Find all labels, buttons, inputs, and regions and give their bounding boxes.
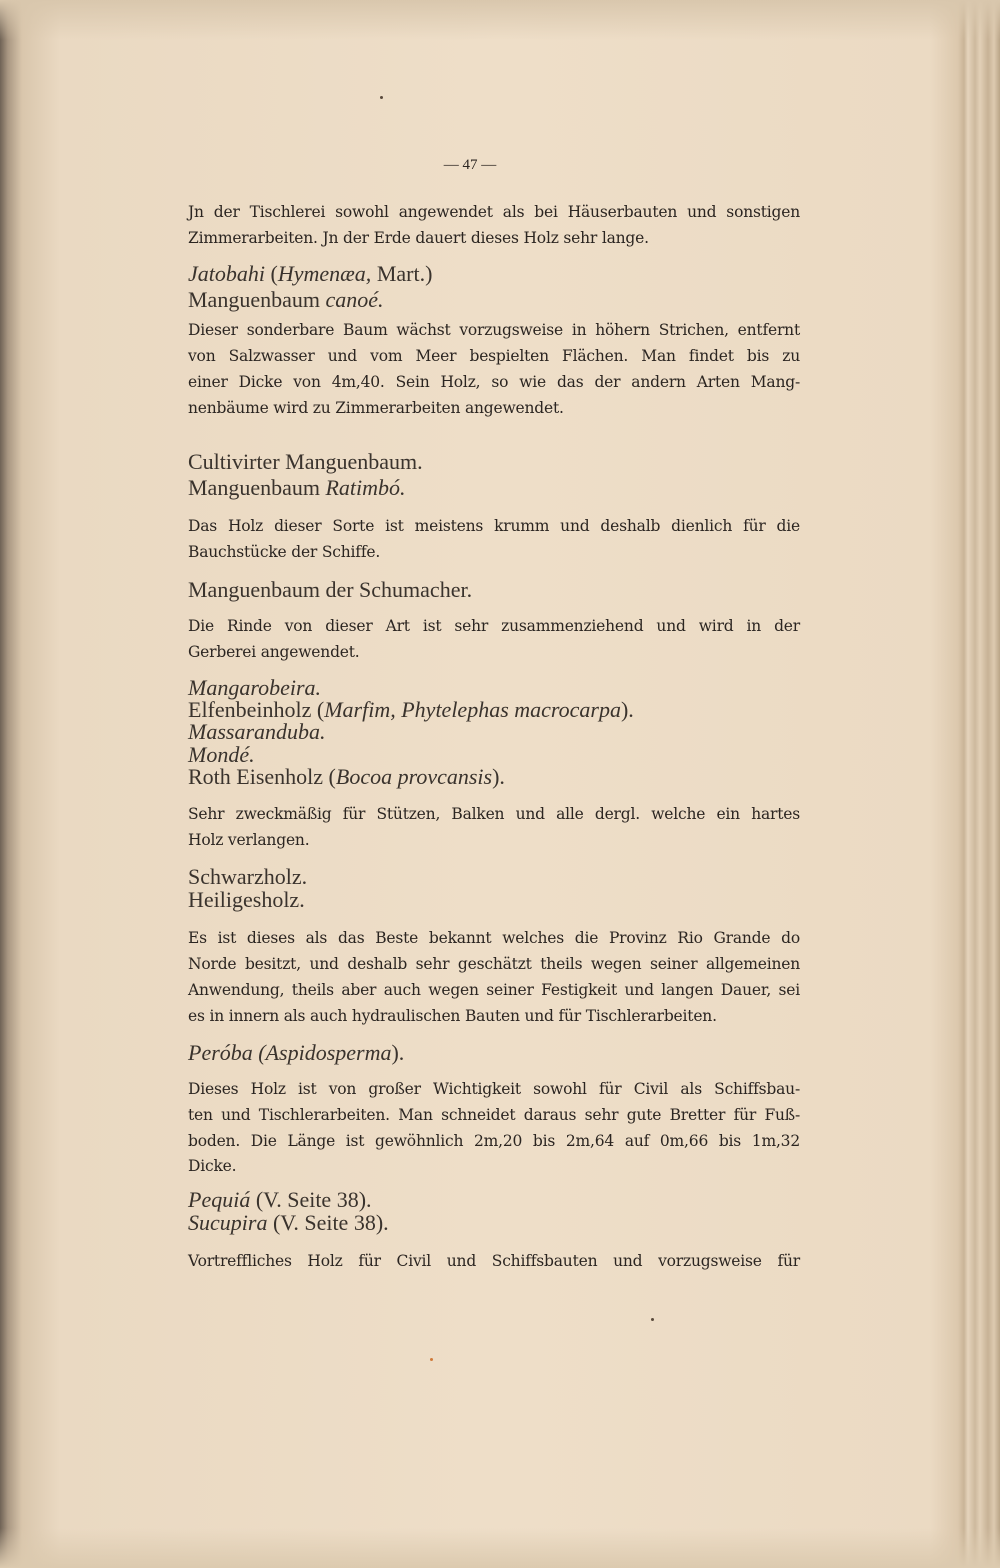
text-line: boden. Die Länge ist gewöhnlich 2m,20 bis 2m,64 auf 0m,66 bis 1m,32 (188, 1132, 800, 1150)
heading-peroba (188, 1041, 800, 1065)
heading-part: ). (391, 1040, 405, 1065)
text-line: Die Rinde von dieser Art ist sehr zusammenziehend und wird in der (188, 617, 800, 635)
page-bottom-shadow (0, 1528, 1000, 1568)
text-line: Das Holz dieser Sorte ist meistens krumm und deshalb dienlich für die (188, 517, 800, 535)
heading-part: Mart.) (371, 261, 433, 286)
heading-heiligesholz: Heiligesholz. (188, 887, 305, 912)
heading-part: canoé. (325, 287, 384, 312)
text-line: Dicke. (188, 1157, 237, 1175)
paper-speck (651, 1318, 654, 1321)
heading-part: Hymenæa, (277, 261, 372, 286)
text-line: Sehr zweckmäßig für Stützen, Balken und alle dergl. welche ein hartes (188, 805, 800, 823)
text-line: ten und Tischlerarbeiten. Man schneidet daraus sehr gute Bretter für Fuß- (188, 1106, 800, 1124)
heading-pequia (188, 1188, 800, 1212)
paper-speck (430, 1358, 433, 1361)
heading-sucupira (188, 1211, 800, 1235)
heading-manguenbaum-canoe (188, 288, 800, 312)
heading-part: ). (620, 697, 634, 722)
heading-part: Sucupira (188, 1210, 268, 1235)
heading-part: Roth Eisenholz ( (188, 764, 336, 789)
heading-part: Peróba (Aspidosperma (188, 1040, 392, 1065)
text-line: von Salzwasser und vom Meer bespielten Flächen. Man findet bis zu (188, 347, 800, 365)
heading-schwarzholz: Schwarzholz. (188, 864, 308, 889)
heading-part: Manguenbaum (188, 475, 326, 500)
heading-roth-eisenholz (188, 765, 800, 789)
text-line: Zimmerarbeiten. Jn der Erde dauert dieses Holz sehr lange. (188, 229, 649, 247)
text-line: Gerberei angewendet. (188, 643, 360, 661)
text-line: Dieses Holz ist von großer Wichtigkeit sowohl für Civil als Schiffsbau- (188, 1080, 800, 1098)
heading-part: Jatobahi (188, 261, 265, 286)
heading-ratimbo (188, 476, 800, 500)
heading-part: Elfenbeinholz ( (188, 697, 325, 722)
heading-part: (V. Seite 38). (267, 1210, 389, 1235)
text-line: Vortreffliches Holz für Civil und Schiffsbauten und vorzugsweise für (188, 1252, 800, 1270)
heading-part: ( (265, 261, 278, 286)
heading-schumacher: Manguenbaum der Schumacher. (188, 577, 473, 602)
heading-part: Pequiá (188, 1187, 251, 1212)
heading-part: Marfim, Phytelephas macrocarpa (324, 697, 621, 722)
heading-cultivirter: Cultivirter Manguenbaum. (188, 449, 423, 474)
text-line: Es ist dieses als das Beste bekannt welches die Provinz Rio Grande do (188, 929, 800, 947)
heading-mangarobeira: Mangarobeira. (188, 675, 322, 700)
heading-part: (V. Seite 38). (250, 1187, 372, 1212)
heading-massaranduba: Massaranduba. (188, 719, 326, 744)
text-line: Holz verlangen. (188, 831, 310, 849)
text-line: Bauchstücke der Schiffe. (188, 543, 381, 561)
heading-part: Manguenbaum (188, 287, 326, 312)
heading-monde: Mondé. (188, 742, 255, 767)
heading-part: Bocoa provcansis (335, 764, 493, 789)
heading-part: ). (492, 764, 505, 789)
heading-jatobahi (188, 262, 800, 286)
text-line: Jn der Tischlerei sowohl angewendet als bei Häuserbauten und sonstigen (188, 203, 800, 221)
text-line: Anwendung, theils aber auch wegen seiner Festigkeit und langen Dauer, sei (188, 981, 800, 999)
page-number: — 47 — (443, 157, 497, 173)
text-line: Norde besitzt, und deshalb sehr geschätzt theils wegen seiner allgemeinen (188, 955, 800, 973)
page-top-shadow (0, 0, 1000, 40)
text-line: nenbäume wird zu Zimmerarbeiten angewendet. (188, 399, 564, 417)
text-line: es in innern als auch hydraulischen Bauten und für Tischlerarbeiten. (188, 1007, 717, 1025)
text-line: Dieser sonderbare Baum wächst vorzugsweise in höhern Strichen, entfernt (188, 321, 800, 339)
paper-speck (380, 96, 383, 99)
text-line: einer Dicke von 4m,40. Sein Holz, so wie das der andern Arten Mang- (188, 373, 800, 391)
heading-part: Ratimbó. (325, 475, 406, 500)
